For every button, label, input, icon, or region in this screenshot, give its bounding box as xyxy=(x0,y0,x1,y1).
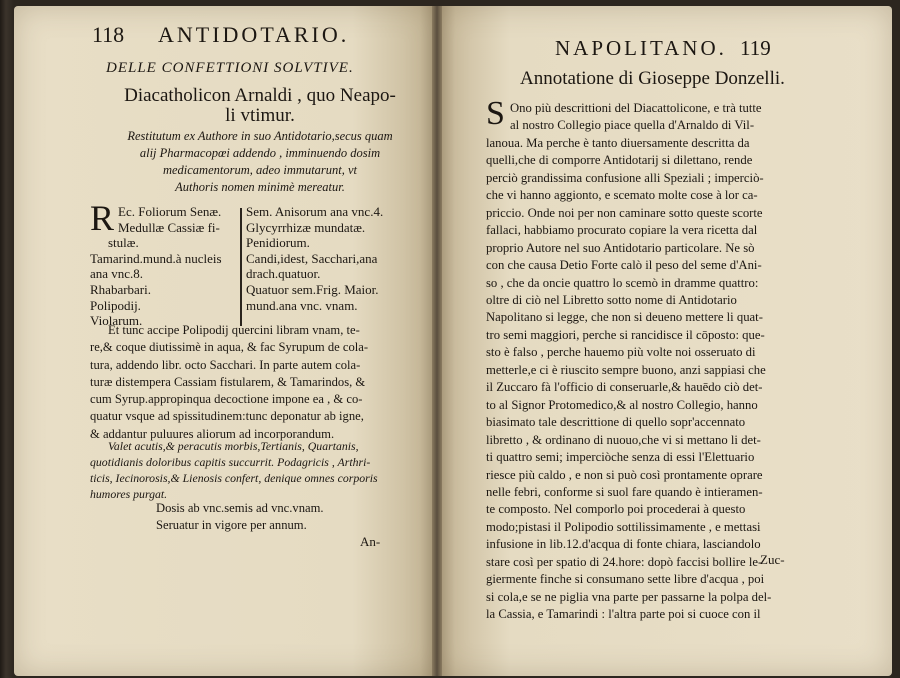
text-line: ti quattro semi; imperciòche senza di essi l'Elettuario xyxy=(486,450,755,465)
page-number-left: 118 xyxy=(92,22,125,47)
text-line: lanoua. Ma perche è tanto diuersamente descritta da xyxy=(486,135,750,150)
ingredient-line: Candi,idest, Sacchari,ana xyxy=(246,250,378,266)
text-line: humores purgat. xyxy=(90,487,168,501)
text-line: re,& coque diutissimè in aqua, & fac Syrupum de cola- xyxy=(90,340,369,355)
text-line: il Zuccaro fà l'officio di conseruarle,& hauēdo ciò det- xyxy=(486,380,763,395)
text-line: fallaci, habbiamo procurato copiare la vera ricetta dal xyxy=(486,223,758,238)
annotation-title: Annotatione di Gioseppe Donzelli. xyxy=(520,68,785,89)
recipe-title-line-1: Diacatholicon Arnaldi , quo Neapo- xyxy=(124,85,396,106)
text-line: Valet acutis,& peracutis morbis,Tertianis, Quartanis, xyxy=(108,439,359,453)
text-line: tura, addendo libr. octo Sacchari. In parte autem cola- xyxy=(90,357,361,372)
text-line: Et tunc accipe Polipodij quercini libram vnam, te- xyxy=(108,323,360,337)
ingredient-line: Tamarind.mund.à nucleis xyxy=(90,250,222,266)
text-line: so , che da oncie quattro lo scemò in dramme quattro: xyxy=(486,275,759,290)
ingredient-line: stulæ. xyxy=(108,235,139,251)
text-line: quotidianis doloribus capitis succurrit. Podagricis , Arthri- xyxy=(90,455,371,469)
page-number-right: 119 xyxy=(740,36,771,60)
text-line: priccio. Onde noi per non caminare sotto queste scorte xyxy=(486,205,763,220)
subtitle-line: Restitutum ex Authore in suo Antidotario,secus quam xyxy=(127,129,393,143)
ingredients-column-2 xyxy=(246,204,383,313)
text-line: stare così per spatio di 24.hore: dopò faccisi bollire le- xyxy=(486,554,763,569)
text-line: si cola,e se ne piglia vna parte per passarne la polpa del- xyxy=(486,589,772,604)
recipe-title xyxy=(100,86,420,126)
ingredient-line: Glycyrrhizæ mundatæ. xyxy=(246,219,366,235)
text-line: cum Syrup.appropinqua decoctione impone ea , & co- xyxy=(90,392,363,407)
text-line: con che causa Detio Forte calò il peso del seme d'Ani- xyxy=(486,258,762,273)
ingredient-line: Penidiorum. xyxy=(246,235,310,251)
ingredient-brace xyxy=(240,208,242,326)
text-line: modo;pistasi il Polipodio sottilissimamente , e mettasi xyxy=(486,519,761,534)
ingredient-line: Medullæ Cassiæ fi- xyxy=(118,219,220,235)
catchword-left: An- xyxy=(360,534,381,549)
text-line: tro semi maggiori, perche si rancidisce il cōposto: que- xyxy=(486,327,765,342)
recipe-subtitle xyxy=(104,128,416,196)
text-line: quatur vsque ad spissitudinem:tunc deponatur ab igne, xyxy=(90,409,364,424)
dropcap-left: R xyxy=(90,198,115,238)
text-line: infusione in lib.12.d'acqua di fonte chiara, lasciandolo xyxy=(486,537,761,552)
ingredient-line: Rhabarbari. xyxy=(90,281,152,297)
ingredient-line: Polipodij. xyxy=(90,297,141,313)
annotation-paragraph xyxy=(486,95,772,624)
subtitle-line: alij Pharmacopœi addendo , imminuendo dosim xyxy=(139,146,381,160)
text-line: sto è falso , perche hauemo più volte noi osseruato di xyxy=(486,345,756,360)
running-head-left: ANTIDOTARIO. xyxy=(158,22,350,47)
dropcap-right: S xyxy=(486,95,505,132)
text-line: ticis, Iecinorosis,& Lienosis confert, denique omnes corporis xyxy=(90,471,378,485)
ingredients-column-1 xyxy=(90,204,222,329)
text-line: Ono più descrittioni del Diacattolicone, e trà tutte xyxy=(510,101,762,115)
ingredient-line: Sem. Anisorum ana vnc.4. xyxy=(246,204,384,219)
text-line: che vi hanno aggionto, e scemato molte cose à lor ca- xyxy=(486,188,758,203)
text-line: giermente finche si consumano sette libre d'acqua , poi xyxy=(486,572,765,587)
text-line: al nostro Collegio piace quella d'Arnaldo di Vil- xyxy=(510,118,755,133)
ingredient-line: drach.quatuor. xyxy=(246,266,321,282)
subtitle-line: medicamentorum, adeo immutarunt, vt xyxy=(162,163,358,177)
dosage-lines xyxy=(156,500,324,533)
section-title: DELLE CONFETTIONI SOLVTIVE. xyxy=(106,60,354,76)
subtitle-line: Authoris nomen minimè mereatur. xyxy=(175,180,345,194)
running-head-right: NAPOLITANO. xyxy=(555,36,727,60)
text-line: te composto. Nel comporlo poi procederai à questo xyxy=(486,502,746,517)
text-line: perciò grandissima confusione alli Speziali ; imperciò- xyxy=(486,170,764,185)
ingredient-line: ana vnc.8. xyxy=(90,266,144,282)
ingredient-line: mund.ana vnc. vnam. xyxy=(246,297,358,313)
text-line: proprio Autore nel suo Antidotario particolare. Ne sò xyxy=(486,240,755,255)
text-line: to al Signor Protomedico,& al nostro Collegio, hanno xyxy=(486,397,758,412)
preparation-paragraph xyxy=(90,322,368,443)
text-line: Napolitano si legge, che non si deueno mettere li quat- xyxy=(486,310,763,325)
book-gutter xyxy=(432,6,442,676)
text-line: Seruatur in vigore per annum. xyxy=(156,517,307,532)
virtues-paragraph xyxy=(90,438,378,502)
text-line: biasimato tale descrittione di quello sopr'accennato xyxy=(486,415,746,430)
recipe-title-line-2: li vtimur. xyxy=(225,105,295,126)
text-line: riesce più caldo , e non si può così prontamente oprare xyxy=(486,467,763,482)
ingredient-line: Ec. Foliorum Senæ. xyxy=(118,204,222,219)
ingredient-line: Violarum. xyxy=(90,313,143,329)
text-line: la Cassia, e Tamarindi : l'altra parte poi si cuoce con il xyxy=(486,607,761,622)
text-line: metterle,e ci è riuscito sempre buono, anzi sappiasi che xyxy=(486,362,766,377)
text-line: libretto , & ordinano di nuouo,che vi si mettano li det- xyxy=(486,432,761,447)
text-line: nelle febri, conforme si suol fare quando è intieramen- xyxy=(486,484,763,499)
text-line: oltre di ciò nel Libretto sotto nome di Antidotario xyxy=(486,292,737,307)
text-line: quelli,che di comporre Antidotarij si dilettano, rende xyxy=(486,153,753,168)
text-line: Dosis ab vnc.semis ad vnc.vnam. xyxy=(156,501,324,515)
catchword-right: Zuc- xyxy=(760,552,785,567)
text-line: turæ distempera Cassiam fistularem, & Tamarindos, & xyxy=(90,374,366,389)
text-line: & addantur puluures aliorum ad incorporandum. xyxy=(90,426,335,441)
ingredient-line: Quatuor sem.Frig. Maior. xyxy=(246,281,379,297)
